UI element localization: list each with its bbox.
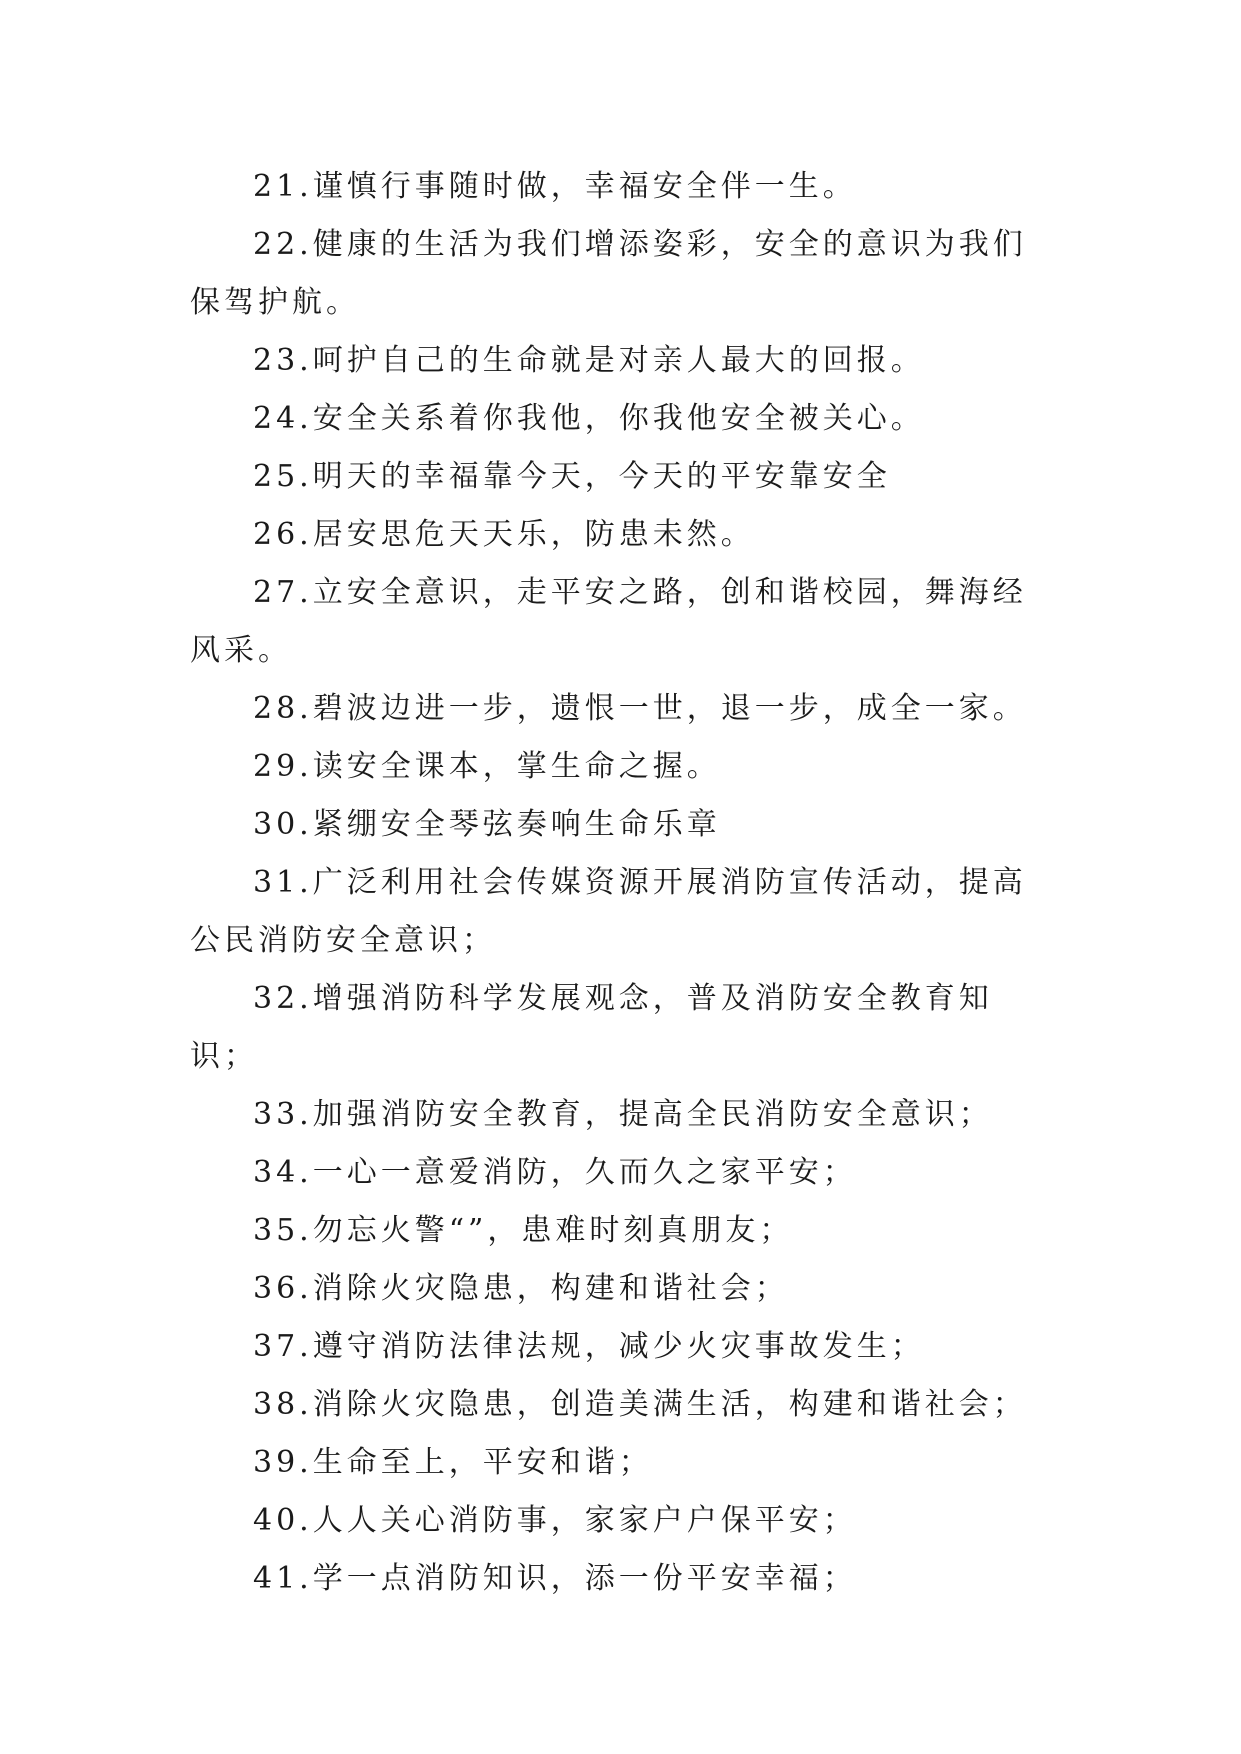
slogan-line: 37.遵守消防法律法规，减少火灾事故发生； [253,1329,925,1364]
slogan-line: 29.读安全课本，掌生命之握。 [253,749,721,784]
slogan-line: 34.一心一意爱消防，久而久之家平安； [253,1155,857,1190]
slogan-line: 26.居安思危天天乐，防患未然。 [253,517,755,552]
slogan-line: 41.学一点消防知识，添一份平安幸福； [253,1561,857,1596]
slogan-line: 23.呵护自己的生命就是对亲人最大的回报。 [253,343,925,378]
slogan-line: 35.勿忘火警“”，患难时刻真朋友； [253,1213,794,1248]
slogan-line: 30.紧绷安全琴弦奏响生命乐章 [253,807,721,842]
slogan-line: 40.人人关心消防事，家家户户保平安； [253,1503,857,1538]
slogan-line: 28.碧波边进一步，遗恨一世，退一步，成全一家。 [253,691,1027,726]
slogan-line: 21.谨慎行事随时做，幸福安全伴一生。 [253,169,857,204]
document-body [190,158,1050,1608]
slogan-line: 27.立安全意识，走平安之路，创和谐校园，舞海经风采。 [190,575,1027,668]
slogan-line: 36.消除火灾隐患，构建和谐社会； [253,1271,789,1306]
slogan-line: 39.生命至上，平安和谐； [253,1445,653,1480]
slogan-line: 32.增强消防科学发展观念，普及消防安全教育知识； [190,981,993,1074]
slogan-line: 22.健康的生活为我们增添姿彩，安全的意识为我们保驾护航。 [190,227,1027,320]
slogan-line: 25.明天的幸福靠今天，今天的平安靠安全 [253,459,891,494]
slogan-line: 24.安全关系着你我他，你我他安全被关心。 [253,401,925,436]
slogan-line: 33.加强消防安全教育，提高全民消防安全意识； [253,1097,993,1132]
slogan-line: 31.广泛利用社会传媒资源开展消防宣传活动，提高公民消防安全意识； [190,865,1027,958]
slogan-line: 38.消除火灾隐患，创造美满生活，构建和谐社会； [253,1387,1027,1422]
